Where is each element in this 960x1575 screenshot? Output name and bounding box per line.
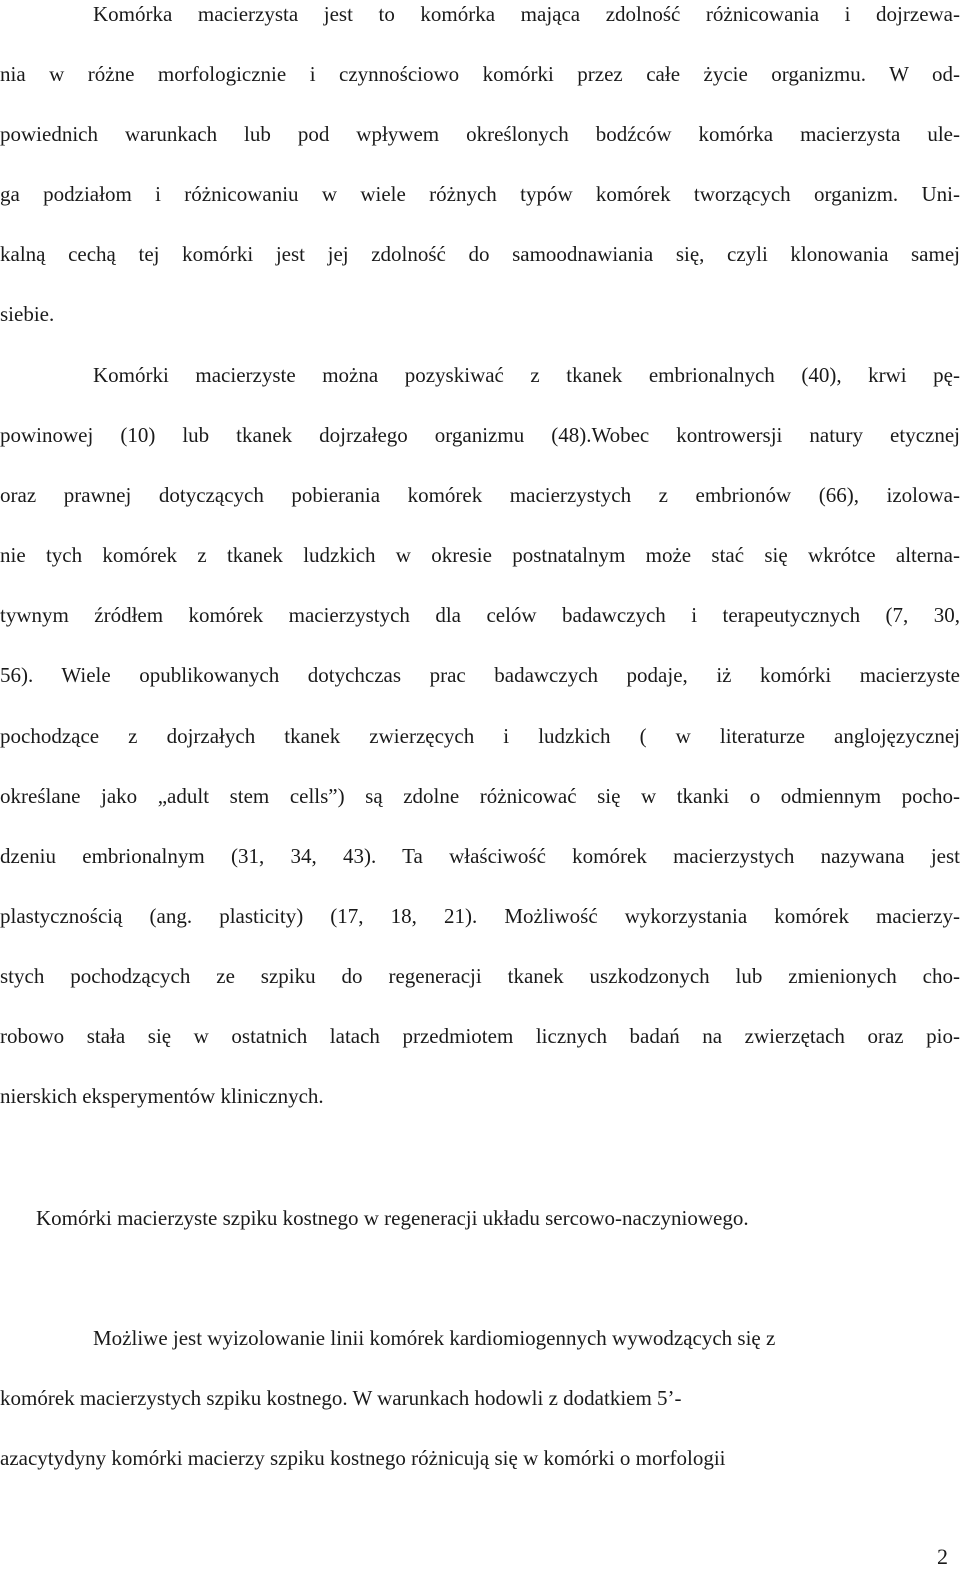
paragraph-1-line-4: ga podziałom i różnicowaniu w wiele różnych typów komórek tworzących organizm. Uni- — [0, 182, 960, 206]
paragraph-2-line-3: oraz prawnej dotyczących pobierania komórek macierzystych z embrionów (66), izolowa- — [0, 483, 960, 507]
paragraph-2-line-10: plastycznością (ang. plasticity) (17, 18, 21). Możliwość wykorzystania komórek macierzy- — [0, 904, 960, 928]
paragraph-2-line-4: nie tych komórek z tkanek ludzkich w okresie postnatalnym może stać się wkrótce alterna- — [0, 543, 960, 567]
paragraph-2-line-1: Komórki macierzyste można pozyskiwać z tkanek embrionalnych (40), krwi pę- — [93, 363, 960, 387]
page-number: 2 — [937, 1544, 948, 1569]
paragraph-1-line-5: kalną cechą tej komórki jest jej zdolność do samoodnawiania się, czyli klonowania samej — [0, 242, 960, 266]
paragraph-2-line-11: stych pochodzących ze szpiku do regeneracji tkanek uszkodzonych lub zmienionych cho- — [0, 964, 960, 988]
paragraph-3-line-3: azacytydyny komórki macierzy szpiku kostnego różnicują się w komórki o morfologii — [0, 1446, 726, 1470]
paragraph-2-line-9: dzeniu embrionalnym (31, 34, 43). Ta właściwość komórek macierzystych nazywana jest — [0, 844, 960, 868]
paragraph-1-line-6: siebie. — [0, 302, 55, 326]
paragraph-2-line-5: tywnym źródłem komórek macierzystych dla celów badawczych i terapeutycznych (7, 30, — [0, 603, 960, 627]
paragraph-1-line-1: Komórka macierzysta jest to komórka mająca zdolność różnicowania i dojrzewa- — [93, 2, 960, 26]
paragraph-3-line-2: komórek macierzystych szpiku kostnego. W warunkach hodowli z dodatkiem 5’- — [0, 1386, 682, 1410]
section-heading: Komórki macierzyste szpiku kostnego w regeneracji układu sercowo-naczyniowego. — [36, 1206, 749, 1230]
paragraph-2-line-7: pochodzące z dojrzałych tkanek zwierzęcych i ludzkich ( w literaturze anglojęzycznej — [0, 724, 960, 748]
paragraph-3-line-1: Możliwe jest wyizolowanie linii komórek kardiomiogennych wywodzących się z — [93, 1326, 776, 1350]
paragraph-2-line-12: robowo stała się w ostatnich latach przedmiotem licznych badań na zwierzętach oraz pio- — [0, 1024, 960, 1048]
paragraph-2-line-6: 56). Wiele opublikowanych dotychczas prac badawczych podaje, iż komórki macierzyste — [0, 663, 960, 687]
paragraph-2-line-13: nierskich eksperymentów klinicznych. — [0, 1084, 324, 1108]
paragraph-2-line-8: określane jako „adult stem cells”) są zdolne różnicować się w tkanki o odmiennym pocho- — [0, 784, 960, 808]
paragraph-2-line-2: powinowej (10) lub tkanek dojrzałego organizmu (48).Wobec kontrowersji natury etycznej — [0, 423, 960, 447]
paragraph-1-line-3: powiednich warunkach lub pod wpływem określonych bodźców komórka macierzysta ule- — [0, 122, 960, 146]
paragraph-1-line-2: nia w różne morfologicznie i czynnościowo komórki przez całe życie organizmu. W od- — [0, 62, 960, 86]
